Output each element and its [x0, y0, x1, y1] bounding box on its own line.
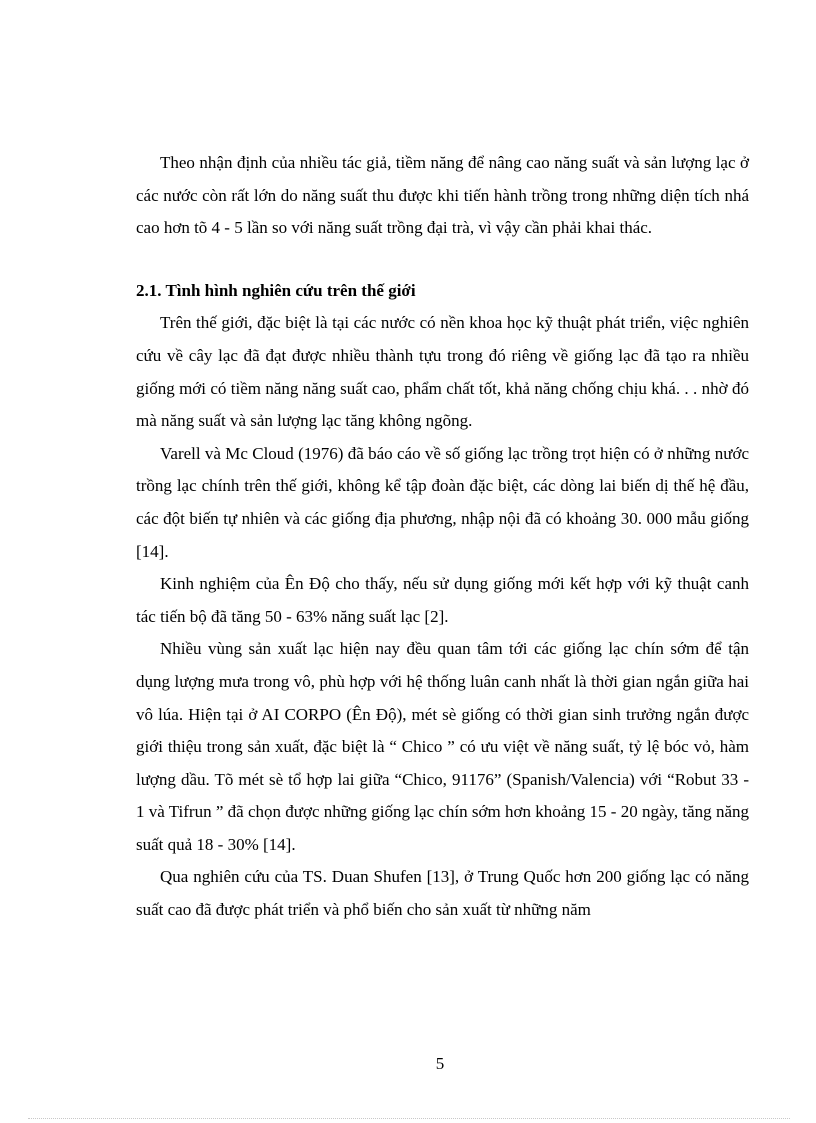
body-paragraph-3: Kinh nghiệm của Ên Độ cho thấy, nếu sử dụng giống mới kết hợp với kỹ thuật canh tác tiến bộ đã tăng 50 - 63% năng suất lạc [2].	[136, 574, 749, 626]
body-paragraph-5: Qua nghiên cứu của TS. Duan Shufen [13], ở Trung Quốc hơn 200 giống lạc có năng suất cao đã được phát triển và phổ biến cho sản xuất từ những năm	[136, 867, 749, 920]
body-paragraph-1: Trên thế giới, đặc biệt là tại các nước có nền khoa học kỹ thuật phát triển, việc nghiên cứu về cây lạc đã đạt được nhiều thành tựu trong đó riêng về giống lạc đã tạo ra nhiều giống mới có tiềm năng năng suất cao, phẩm chất tốt, khả năng chống chịu khá. . . nhờ đó mà năng suất và sản lượng lạc tăng không ngõng.	[136, 313, 749, 431]
paragraph-spacer	[136, 245, 749, 275]
intro-paragraph: Theo nhận định của nhiều tác giả, tiềm năng để nâng cao năng suất và sản lượng lạc ở các nước còn rất lớn do năng suất thu được khi tiến hành trồng trong những diện tích nhá cao hơn tõ 4 - 5 lần so với năng suất trồng đại trà, vì vậy cần phải khai thác.	[136, 153, 749, 238]
body-paragraph-2: Varell và Mc Cloud (1976) đã báo cáo về số giống lạc trồng trọt hiện có ở những nước trồng lạc chính trên thế giới, không kể tập đoàn đặc biệt, các dòng lai biến dị thế hệ đầu, các đột biến tự nhiên và các giống địa phương, nhập nội đã có khoảng 30. 000 mẫu giống [14].	[136, 443, 749, 561]
document-body	[136, 147, 749, 927]
section-heading: 2.1. Tình hình nghiên cứu trên thế giới	[136, 280, 416, 300]
page-number: 5	[435, 1054, 445, 1073]
page-footer-divider	[28, 1118, 790, 1119]
body-paragraph-4: Nhiều vùng sản xuất lạc hiện nay đều quan tâm tới các giống lạc chín sớm để tận dụng lượng mưa trong vô, phù hợp với hệ thống luân canh nhất là thời gian ngắn giữa hai vô lúa. Hiện tại ở AI CORPO (Ên Độ), mét sè giống có thời gian sinh trưởng ngắn được giới thiệu trong sản xuất, đặc biệt là “ Chico ” có ưu việt về năng suất, tỷ lệ bóc vỏ, hàm lượng dầu. Tõ mét sè tổ hợp lai giữa “Chico, 91176” (Spanish/Valencia) với “Robut 33 - 1 và Tifrun ” đã chọn được những giống lạc chín sớm hơn khoảng 15 - 20 ngày, tăng năng suất quả 18 - 30% [14].	[136, 639, 749, 854]
